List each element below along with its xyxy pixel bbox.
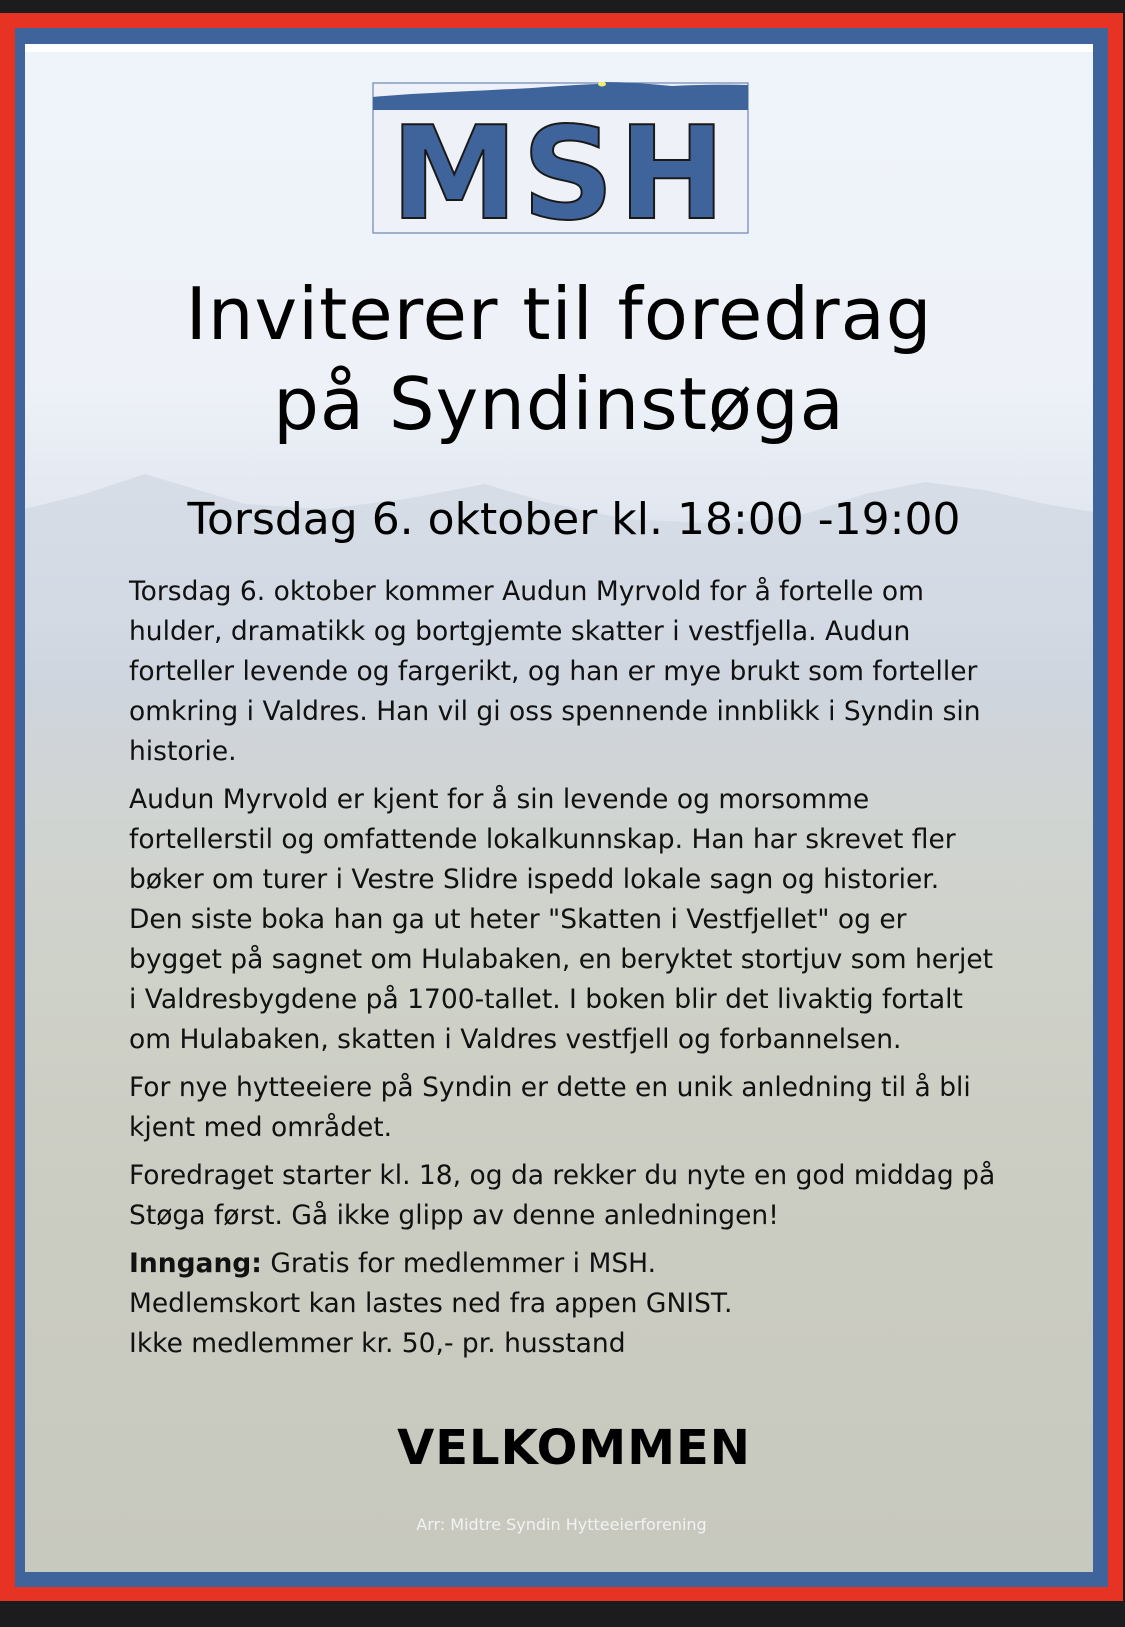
entry-label: Inngang: (129, 1248, 262, 1279)
event-datetime: Torsdag 6. oktober kl. 18:00 -19:00 (187, 494, 961, 545)
paragraph-dinner: Foredraget starter kl. 18, og da rekker du nyte en god middag på Støga først. Gå ikke glipp av denne anledningen! (129, 1160, 996, 1231)
welcome-heading: VELKOMMEN (397, 1420, 751, 1476)
entry-membership-card: Medlemskort kan lastes ned fra appen GNIST. (129, 1288, 733, 1319)
paragraph-speaker: Audun Myrvold er kjent for å sin levende og morsomme fortellerstil og omfattende lokalkunnskap. Han har skrevet fler bøker om turer i Vestre Slidre ispedd lokale sagn og historier. Den siste boka han ga ut heter "Skatten i Vestfjellet" og er bygget på sagnet om Hulabaken, en beryktet stortjuv som herjet i Valdresbygdene på 1700-tallet. I boken blir det livaktig fortalt om Hulabaken, skatten i Valdres vestfjell og forbannelsen. (129, 784, 994, 1055)
body-text (129, 572, 999, 1364)
poster (25, 44, 1093, 1572)
paragraph-intro: Torsdag 6. oktober kommer Audun Myrvold for å fortelle om hulder, dramatikk og bortgjemte skatter i vestfjella. Audun forteller levende og fargerikt, og han er mye brukt som forteller omkring i Valdres. Han vil gi oss spennende innblikk i Syndin sin historie. (129, 576, 981, 767)
msh-logo (372, 82, 749, 234)
paragraph-new-owners: For nye hytteeiere på Syndin er dette en unik anledning til å bli kjent med området. (129, 1072, 971, 1143)
svg-text:MSH: MSH (390, 100, 730, 234)
entry-info (129, 1244, 999, 1364)
entry-members: Gratis for medlemmer i MSH. (261, 1248, 657, 1279)
headline-line-1: Inviterer til foredrag (185, 272, 933, 356)
entry-non-members: Ikke medlemmer kr. 50,- pr. husstand (129, 1328, 626, 1359)
organizer-footer: Arr: Midtre Syndin Hytteeierforening (416, 1515, 707, 1534)
headline-line-2: på Syndinstøga (273, 362, 845, 446)
